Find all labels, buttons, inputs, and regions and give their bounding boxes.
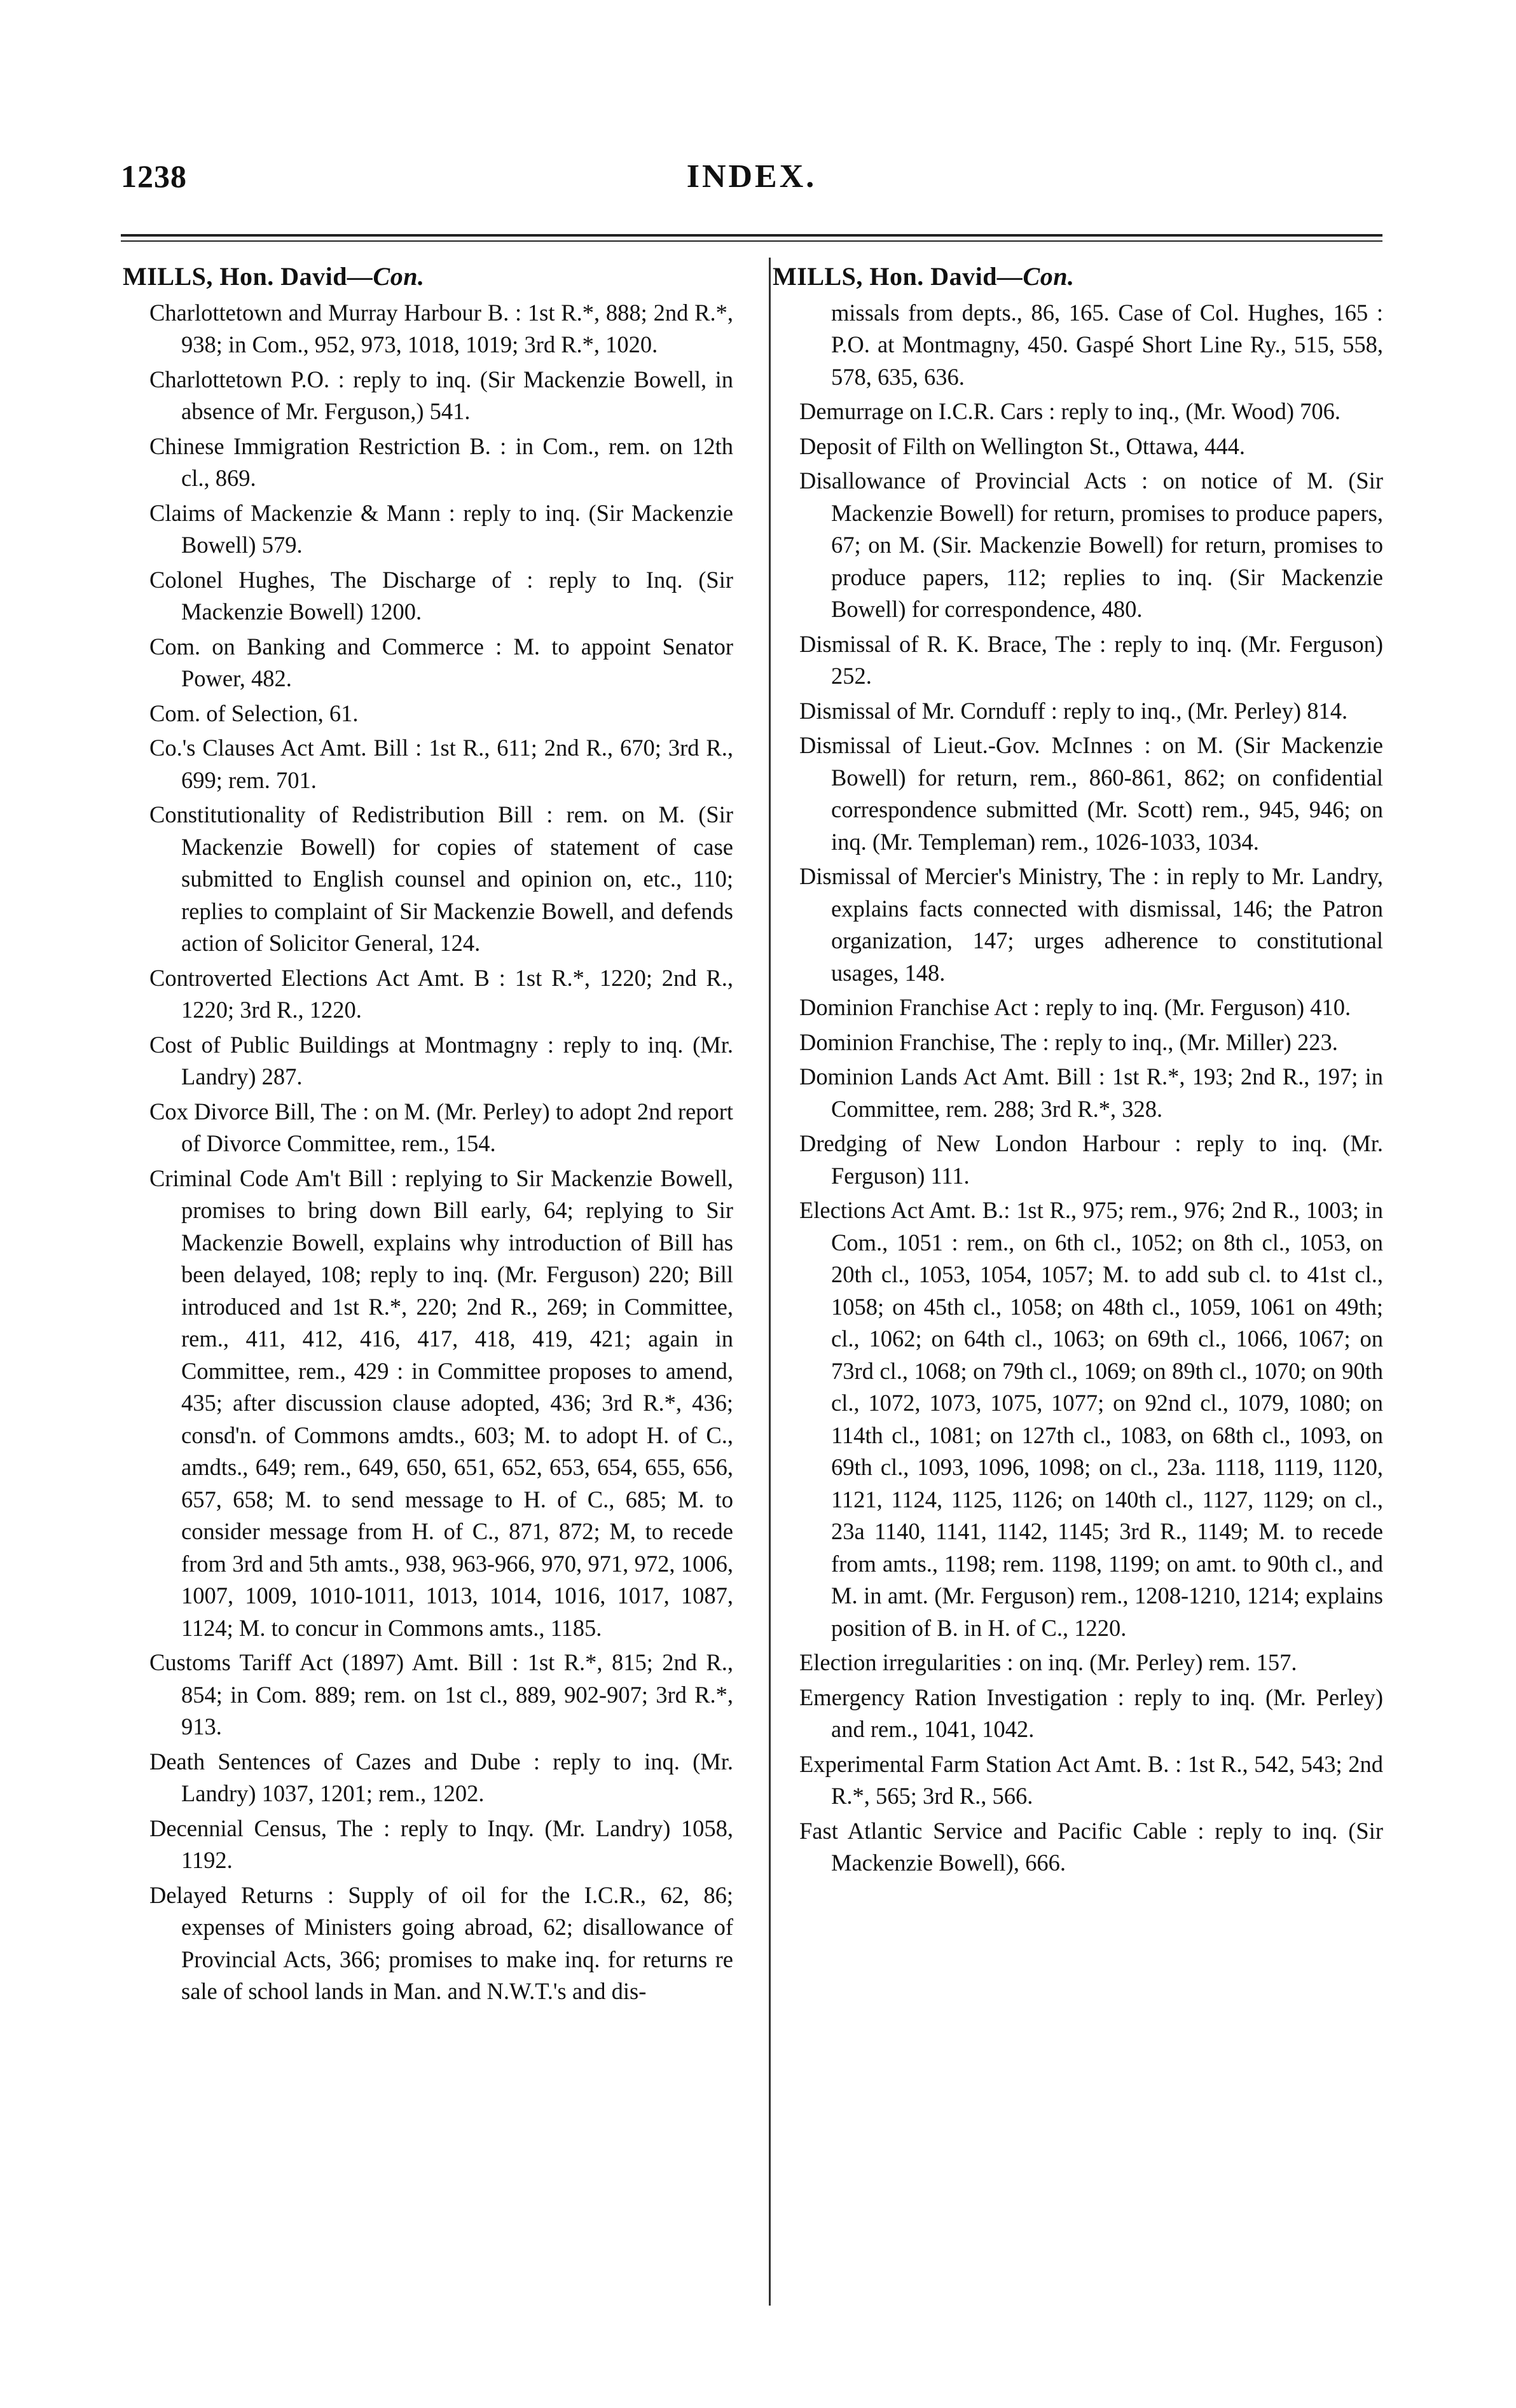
index-entry: Cost of Public Buildings at Montmagny : reply to inq. (Mr. Landry) 287. bbox=[149, 1031, 733, 1090]
index-entry: Charlottetown P.O. : reply to inq. (Sir Mackenzie Bowell, in absence of Mr. Ferguson,) 541. bbox=[149, 366, 733, 424]
left-column-heading bbox=[123, 261, 733, 293]
page-number: 1238 bbox=[121, 158, 187, 194]
right-column-heading bbox=[773, 261, 1383, 293]
heading-continued: —Con. bbox=[347, 262, 425, 291]
index-entry: Decennial Census, The : reply to Inqy. (Mr. Landry) 1058, 1192. bbox=[149, 1815, 733, 1873]
index-entry: Dominion Franchise Act : reply to inq. (Mr. Ferguson) 410. bbox=[799, 994, 1351, 1020]
index-entry: Controverted Elections Act Amt. B : 1st R.*, 1220; 2nd R., 1220; 3rd R., 1220. bbox=[149, 964, 733, 1023]
index-entry: Constitutionality of Redistribution Bill : rem. on M. (Sir Mackenzie Bowell) for copies of statement of case submitted to English counsel and opinion on, etc., 110; replies to complaint of Sir Mackenzie Bowell, and defends action of Solicitor General, 124. bbox=[149, 801, 733, 956]
index-entry: Dominion Franchise, The : reply to inq., (Mr. Miller) 223. bbox=[799, 1028, 1338, 1055]
index-entry: Dismissal of Lieut.-Gov. McInnes : on M. (Sir Mackenzie Bowell) for return, rem., 860-861, 862; on confidential correspondence submitted (Mr. Scott) rem., 945, 946; on inq. (Mr. Templeman) rem., 1026-1033, 1034. bbox=[799, 732, 1383, 855]
index-entry: Dismissal of Mercier's Ministry, The : in reply to Mr. Landry, explains facts connected with dismissal, 146; the Patron organization, 147; urges adherence to constitutional usages, 148. bbox=[799, 863, 1383, 986]
index-entry: Dismissal of R. K. Brace, The : reply to inq. (Mr. Ferguson) 252. bbox=[799, 630, 1383, 689]
index-entry: Customs Tariff Act (1897) Amt. Bill : 1st R.*, 815; 2nd R., 854; in Com. 889; rem. on 1st cl., 889, 902-907; 3rd R.*, 913. bbox=[149, 1649, 733, 1740]
index-entry: Cox Divorce Bill, The : on M. (Mr. Perley) to adopt 2nd report of Divorce Committee, rem., 154. bbox=[149, 1098, 733, 1156]
heading-name: MILLS, Hon. David bbox=[773, 262, 998, 291]
index-entry: Criminal Code Am't Bill : replying to Sir Mackenzie Bowell, promises to bring down Bill early, 64; replying to Sir Mackenzie Bowell, explains why introduction of Bill has been delayed, 108; reply to inq. (Mr. Ferguson) 220; Bill introduced and 1st R.*, 220; 2nd R., 269; in Committee, rem., 411, 412, 416, 417, 418, 419, 421; again in Committee, rem., 429 : in Committee proposes to amend, 435; after discussion clause adopted, 436; 3rd R.*, 436; consd'n. of Commons amdts., 603; M. to adopt H. of C., amdts., 649; rem., 649, 650, 651, 652, 653, 654, 655, 656, 657, 658; M. to send message to H. of C., 685; M. to consider message from H. of C., 871, 872; M, to recede from 3rd and 5th amts., 938, 963-966, 970, 971, 972, 1006, 1007, 1009, 1010-1011, 1013, 1014, 1016, 1017, 1087, 1124; M. to concur in Commons amts., 1185. bbox=[149, 1165, 733, 1641]
index-entry: Co.'s Clauses Act Amt. Bill : 1st R., 611; 2nd R., 670; 3rd R., 699; rem. 701. bbox=[149, 735, 733, 793]
index-entry: Claims of Mackenzie & Mann : reply to inq. (Sir Mackenzie Bowell) 579. bbox=[149, 499, 733, 558]
left-entry-list bbox=[123, 297, 733, 2008]
index-entry: Death Sentences of Cazes and Dube : reply to inq. (Mr. Landry) 1037, 1201; rem., 1202. bbox=[149, 1748, 733, 1806]
index-entry: Elections Act Amt. B.: 1st R., 975; rem., 976; 2nd R., 1003; in Com., 1051 : rem., on 6th cl., 1052; on 8th cl., 1053, on 20th cl., 1053, 1054, 1057; M. to add sub cl. to 41st cl., 1058; on 45th cl., 1058; on 48th cl., 1059, 1061 on 49th; cl., 1062; on 64th cl., 1063; on 69th cl., 1066, 1067; on 73rd cl., 1068; on 79th cl., 1069; on 89th cl., 1070; on 90th cl., 1072, 1073, 1075, 1077; on 92nd cl., 1079, 1080; on 114th cl., 1081; on 127th cl., 1083, on 68th cl., 1093, on 69th cl., 1093, 1096, 1098; on cl., 23a. 1118, 1119, 1120, 1121, 1124, 1125, 1126; on 140th cl., 1127, 1129; on cl., 23a 1140, 1141, 1142, 1145; 3rd R., 1149; M. to recede from amts., 1198; rem. 1198, 1199; on amt. to 90th cl., and M. in amt. (Mr. Ferguson) rem., 1208-1210, 1214; explains position of B. in H. of C., 1220. bbox=[799, 1197, 1383, 1641]
index-entry: Deposit of Filth on Wellington St., Ottawa, 444. bbox=[799, 432, 1246, 459]
left-column bbox=[123, 261, 733, 2010]
index-entry: Experimental Farm Station Act Amt. B. : 1st R., 542, 543; 2nd R.*, 565; 3rd R., 566. bbox=[799, 1750, 1383, 1809]
index-entry: Disallowance of Provincial Acts : on notice of M. (Sir Mackenzie Bowell) for return, promises to produce papers, 67; on M. (Sir. Mackenzie Bowell) for return, promises to produce papers, 112; replies to inq. (Sir Mackenzie Bowell) for correspondence, 480. bbox=[799, 467, 1383, 622]
continued-entry-text: missals from depts., 86, 165. Case of Col. Hughes, 165 : P.O. at Montmagny, 450. Gaspé Short Line Ry., 515, 558, 578, 635, 636. bbox=[831, 299, 1383, 390]
index-entry: Com. of Selection, 61. bbox=[149, 700, 359, 726]
index-entry: Charlottetown and Murray Harbour B. : 1st R.*, 888; 2nd R.*, 938; in Com., 952, 973, 1018, 1019; 3rd R.*, 1020. bbox=[149, 299, 733, 357]
column-divider bbox=[769, 258, 771, 2306]
index-entry: Dominion Lands Act Amt. Bill : 1st R.*, 193; 2nd R., 197; in Committee, rem. 288; 3rd R.*, 328. bbox=[799, 1063, 1383, 1122]
index-entry: Fast Atlantic Service and Pacific Cable : reply to inq. (Sir Mackenzie Bowell), 666. bbox=[799, 1817, 1383, 1876]
index-entry: Delayed Returns : Supply of oil for the I.C.R., 62, 86; expenses of Ministers going abroad, 62; disallowance of Provincial Acts, 366; promises to make inq. for returns re sale of school lands in Man. and N.W.T.'s and dis- bbox=[149, 1881, 733, 2004]
index-entry: Chinese Immigration Restriction B. : in Com., rem. on 12th cl., 869. bbox=[149, 432, 733, 491]
index-entry: Demurrage on I.C.R. Cars : reply to inq., (Mr. Wood) 706. bbox=[799, 398, 1340, 424]
index-entry: Dismissal of Mr. Cornduff : reply to inq., (Mr. Perley) 814. bbox=[799, 697, 1348, 724]
header-rule-secondary bbox=[121, 240, 1382, 242]
heading-continued: —Con. bbox=[997, 262, 1075, 291]
index-entry: Colonel Hughes, The Discharge of : reply to Inq. (Sir Mackenzie Bowell) 1200. bbox=[149, 566, 733, 625]
page-header bbox=[121, 158, 1382, 202]
index-entry: Dredging of New London Harbour : reply to inq. (Mr. Ferguson) 111. bbox=[799, 1130, 1383, 1189]
header-rule bbox=[121, 234, 1382, 237]
index-entry: Emergency Ration Investigation : reply to inq. (Mr. Perley) and rem., 1041, 1042. bbox=[799, 1684, 1383, 1742]
right-entry-list bbox=[773, 396, 1383, 1879]
heading-name: MILLS, Hon. David bbox=[123, 262, 348, 291]
index-entry: Com. on Banking and Commerce : M. to appoint Senator Power, 482. bbox=[149, 633, 733, 691]
right-column bbox=[773, 261, 1383, 1882]
page-title: INDEX. bbox=[686, 158, 817, 195]
index-entry: Election irregularities : on inq. (Mr. Perley) rem. 157. bbox=[799, 1649, 1297, 1675]
